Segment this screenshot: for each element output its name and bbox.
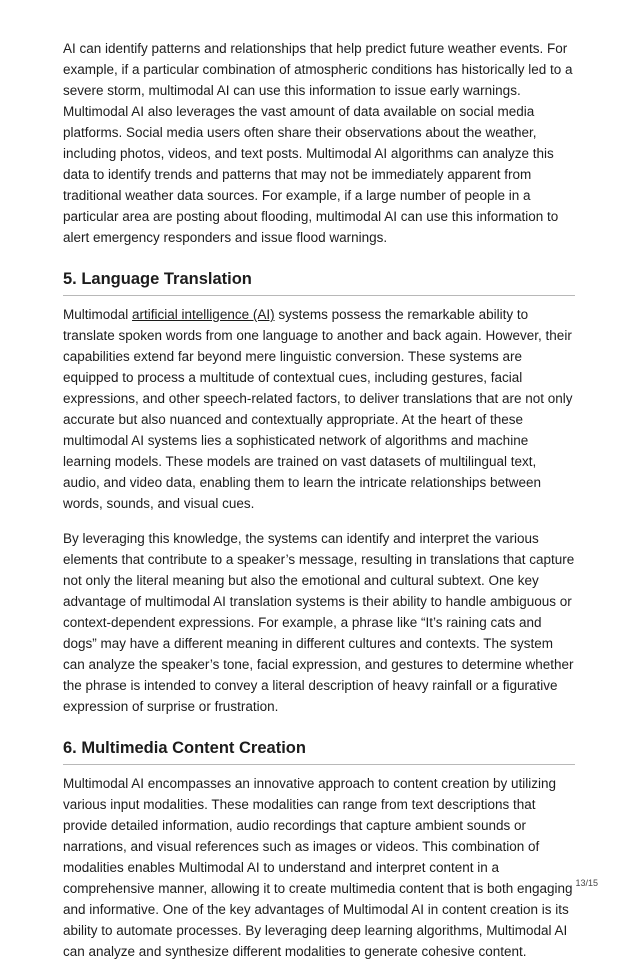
paragraph-text: Multimodal [63, 307, 133, 322]
language-translation-paragraph-2: By leveraging this knowledge, the systems can identify and interpret the various elements that contribute to a speaker’s message, resulting in translations that capture not only the literal meaning but also the emotional and cultural subtext. One key advantage of multimodal AI translation systems is their ability to handle ambiguous or context-dependent expressions. For example, a phrase like “It’s raining cats and dogs” may have a different meaning in different cultures and contexts. The system can analyze the speaker’s tone, facial expression, and gestures to determine whether the phrase is intended to convey a literal description of heavy rainfall or a figurative expression of surprise or frustration. [63, 531, 575, 714]
multimedia-content-creation-paragraph-1: Multimodal AI encompasses an innovative approach to content creation by utilizing various input modalities. These modalities can range from text descriptions that provide detailed information, audio recordings that capture ambient sounds or narrations, and visual references such as images or videos. This combination of modalities enables Multimodal AI to understand and interpret content in a comprehensive manner, allowing it to create multimedia content that is both engaging and informative. One of the key advantages of Multimodal AI in content creation is its ability to automate processes. By leveraging deep learning algorithms, Multimodal AI can analyze and synthesize different modalities to generate cohesive content. [63, 776, 573, 959]
section-heading-multimedia-content-creation: 6. Multimedia Content Creation [63, 737, 575, 765]
section-heading-language-translation: 5. Language Translation [63, 268, 575, 296]
intro-paragraph: AI can identify patterns and relationships that help predict future weather events. For example, if a particular combination of atmospheric conditions has historically led to a severe storm, multimodal AI can use this information to issue early warnings. Multimodal AI also leverages the vast amount of data available on social media platforms. Social media users often share their observations about the weather, including photos, videos, and text posts. Multimodal AI algorithms can analyze this data to identify trends and patterns that may not be immediately apparent from traditional weather data sources. For example, if a large number of people in a particular area are posting about flooding, multimodal AI can use this information to alert emergency responders and issue flood warnings. [63, 41, 573, 245]
language-translation-paragraph-1 [63, 304, 575, 514]
artificial-intelligence-link[interactable]: artificial intelligence (AI) [132, 307, 275, 322]
page-number: 13/15 [575, 878, 598, 888]
document-page [63, 38, 575, 962]
paragraph-text: systems possess the remarkable ability to translate spoken words from one language to another and back again. However, their capabilities extend far beyond mere linguistic conversion. These systems are equipped to process a multitude of contextual cues, including gestures, facial expressions, and other speech-related factors, to deliver translations that are not only accurate but also nuanced and contextually appropriate. At the heart of these multimodal AI systems lies a sophisticated network of algorithms and machine learning models. These models are trained on vast datasets of multilingual text, audio, and video data, enabling them to learn the intricate relationships between words, sounds, and visual cues. [63, 307, 573, 511]
